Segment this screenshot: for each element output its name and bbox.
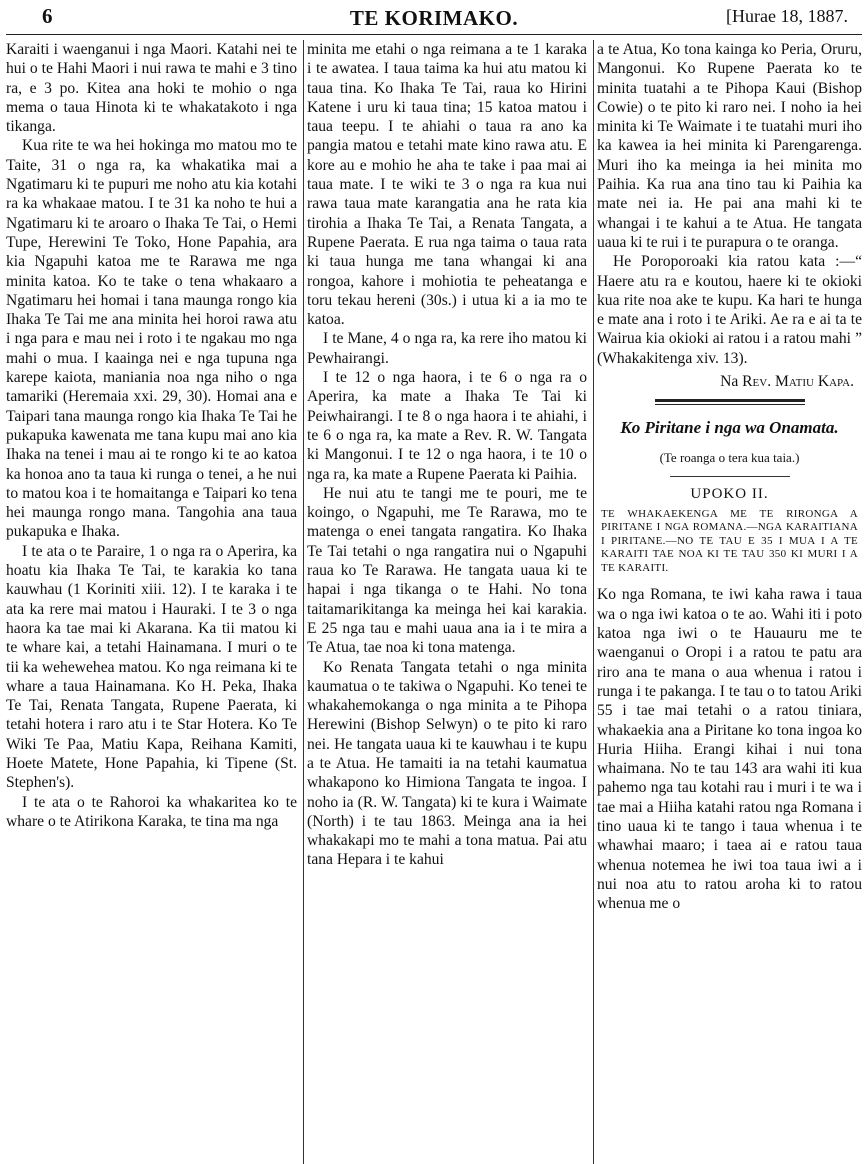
paragraph: I te ata o te Rahoroi ka whakaritea ko te whare o te Atirikona Karaka, te tina ma nga [6,793,297,830]
paragraph: Kua rite te wa hei hokinga mo matou mo te Taite, 31 o nga ra, ka whakatika mai a Ngatimaru ki te pupuri me noho atu kia kotahi ra ka whakaae matou. I te 31 ka noho te hui a Ngatimaru ki te aroaro o Ihaka Te Tai, o Hemi Tupe, Herewini Te Toko, Hone Papahia, ara kia Ngapuhi katoa me te Rarawa me nga minita katoa. Ko te take o tena whakaaro a Ngatimaru hei homai i tana maunga rongo kia Ihaka Te Tai me ana minita hei horoi rawa atu i nga para e mau nei i roto i te ngakau mo nga mahi o mua. I kaainga nei e nga tupuna nga karepe kaiota, maniania noa nga niho o nga tamariki (Heremaia xxi. 29, 30). Homai ana e Taipari tana maunga rongo kia Ihaka Te Tai he pukapuka kawenata me tana kupu mai ano kia Ihaka na tenei i mau ai te rongo ki te ao katoa ka honoa ano ta taua ki runga o tenei, a he nui to matou koa i te homaitanga e Taipari ko tena hei maunga rongo mana. Tangohia ana taua pukapuka e Ihaka. [6,137,297,541]
page-number: 6 [42,4,53,28]
column-1 [6,40,297,1164]
column-divider [593,40,594,1164]
paragraph: He Poroporoaki kia ratou kata :—“ Haere atu ra e koutou, haere ki te okioki kua rite noa ake te kupu. Ka hari te hunga e mate ana i roto i te Ariki. Ae ra e ai ta te Wairua kia okioki ai ratou i a ratou mahi ” (Whakakitenga xiv. 13). [597,253,862,367]
short-rule [670,476,790,477]
article-title: Ko Piritane i nga wa Onamata. [620,418,839,438]
newspaper-title: TE KORIMAKO. [349,6,519,30]
chapter-heading: UPOKO II. [690,485,769,502]
column-3 [597,40,862,1164]
signature-prefix: Na [720,373,739,391]
signature [597,372,854,391]
paragraph: I te Mane, 4 o nga ra, ka rere iho matou ki Pewhairangi. [307,330,587,367]
signature-name: Rev. Matiu Kapa. [742,373,854,391]
paragraph: I te 12 o nga haora, i te 6 o nga ra o Aperira, ka mate a Ihaka Te Tai ki Peiwhairangi. I te 8 o nga haora i te ahiahi, i te 6 o nga ra, ka mate a Rev. R. W. Tangata ki Mangonui. I te 12 o nga haora, i te 10 o nga ra, ka mate a Rupene Paerata ki Paihia. [307,369,587,483]
issue-date: [Hurae 18, 1887. [726,6,848,26]
chapter-synopsis: TE WHAKAEKENGA ME TE RIRONGA A PIRITANE I NGA ROMANA.—NGA KARAITIANA I PIRITANE.—NO TE TAU E 35 I MUA I A TE KARAITI TAE NOA KI TE TAU 350 KI MURI I A TE KARAITI. [601,507,858,574]
paragraph: a te Atua, Ko tona kainga ko Peria, Oruru, Mangonui. Ko Rupene Paerata ko te minita tuatahi a te Pihopa Kaui (Bishop Cowie) o te pito ki raro nei. I noho ia hei minita ki Te Waimate i te tuatahi muri iho ka kawea ia hei minita ki Parengarenga. Muri iho ka meinga ia hei minita mo Paihia. Ka rua ana tino tau ki Paihia ka mate nei ia. He pai ana mahi ki te whangai i te kahui a te Atua. He tangata uaua ki te rui i te purapura o te oranga. [597,41,862,251]
paragraph: minita me etahi o nga reimana a te 1 karaka i te awatea. I taua taima ka hui atu matou ki taua tina. Ko Ihaka Te Tai, raua ko Hirini Katene i uru ki taua tina; 15 katoa matou i taua teepu. I te ahiahi o taua ra ano ka pangia matou e tetahi mate kino rawa atu. E kore au e mohio he aha te take i paa mai ai taua mate. I te wiki te 3 o nga ra kua nui rawa taua mate karangatia ana he rata kia tirohia a Ihaka Te Tai, a Renata Tangata, a Rupene Paerata. E rua nga taima o taua rata ki taua hunga me tana whangai ki ana rongoa, kahore i mohiotia te peheatanga e toru tekau hereni (30s.) i utua ki a ia mo te katoa. [307,41,587,329]
paragraph: Karaiti i waenganui i nga Maori. Katahi nei te hui o te Hahi Maori i nui rawa te mahi e 3 tino ra, e 3 po. Kitea ana hoki te mohio o nga mema o taua Hinota ki te whakatakoto i nga tikanga. [6,41,297,136]
paragraph: Ko Renata Tangata tetahi o nga minita kaumatua o te takiwa o Ngapuhi. Ko tenei te whakahemokanga o nga minita a te Pihopa Herewini (Bishop Selwyn) o te pito ki raro nei. He tangata uaua ki te kauwhau i te kupu a te Atua. He tamaiti ia na tetahi kaumatua whakapono ko Himiona Tangata te ingoa. I noho ia (R. W. Tangata) ki te kura i Waimate (North) i te tau 1863. Meinga ana ia hei whakakapi mo te mahi a tona matua. Pai atu tana Hepara i te kahui [307,658,587,869]
paragraph: Ko nga Romana, te iwi kaha rawa i taua wa o nga iwi katoa o te ao. Wahi iti i poto katoa nga iwi o te Hauauru me te waenganui o Oropi i a ratou te patu ara riro ana te mana o aua whenua i ratou i runga i te pakanga. I te tau o to tatou Ariki 55 i tae mai tetahi o a ratou tiniara, whakaekia ana a Piritane ko tona ingoa ko Huria Hiiha. Erangi kihai i nui tona whaimana. No te tau 143 ara wahi iti kua pahemo nga tau kotahi rau i muri i te wa i tae mai a Hiiha katahi ratou nga Romana i tino uaua ki te tango i taua whenua i te whawhai maaro; i taea ai e ratou taua whenua notemea he iwi toa taua iwi a i nui noa atu to ratou aroha ki to ratou whenua me o [597,586,862,913]
column-2 [307,40,587,1164]
column-divider [303,40,304,1164]
continuation-note: (Te roanga o tera kua taia.) [659,450,800,466]
paragraph: I te ata o te Paraire, 1 o nga ra o Aperira, ka hoatu kia Ihaka Te Tai, te karakia ko tana kauwhau (1 Koriniti xiii. 12). I te karaka i te ata ka rere mai matou i Hauraki. I te 3 o nga haora ka tae mai ki Akarana. Ka tii matou ki te whare kai, a tetahi Hainamana. I muri o te tii ka wehewehea matou. Ko nga reimana ki te whare a taua Hainamana. Ko H. Peka, Ihaka Te Tai, Renata Tangata, Rupene Paerata, ki tetahi hotera i raro atu i te Star Hotera. Ko Te Wiki Te Paa, Matiu Kapa, Reihana Kamiti, Hoete Matete, Hone Papahia, ki Tipene (St. Stephen's). [6,542,297,792]
paragraph: He nui atu te tangi me te pouri, me te koingo, o Ngapuhi, me Te Rarawa, mo te matenga o enei tangata rangatira. Ko Ihaka Te Tai tetahi o nga rangatira nui o Ngapuhi raua ko Te Rarawa. He tangata uaua ki te hapai i nga tikanga o te Hahi. No tona taitamarikitanga ka meinga hei kai karakia. E 25 nga tau e mahi uaua ana ia i te mira a Te Atua, tae noa ki tona matenga. [307,484,587,657]
columns [6,40,862,1164]
masthead [6,0,862,35]
section-divider [655,399,805,405]
